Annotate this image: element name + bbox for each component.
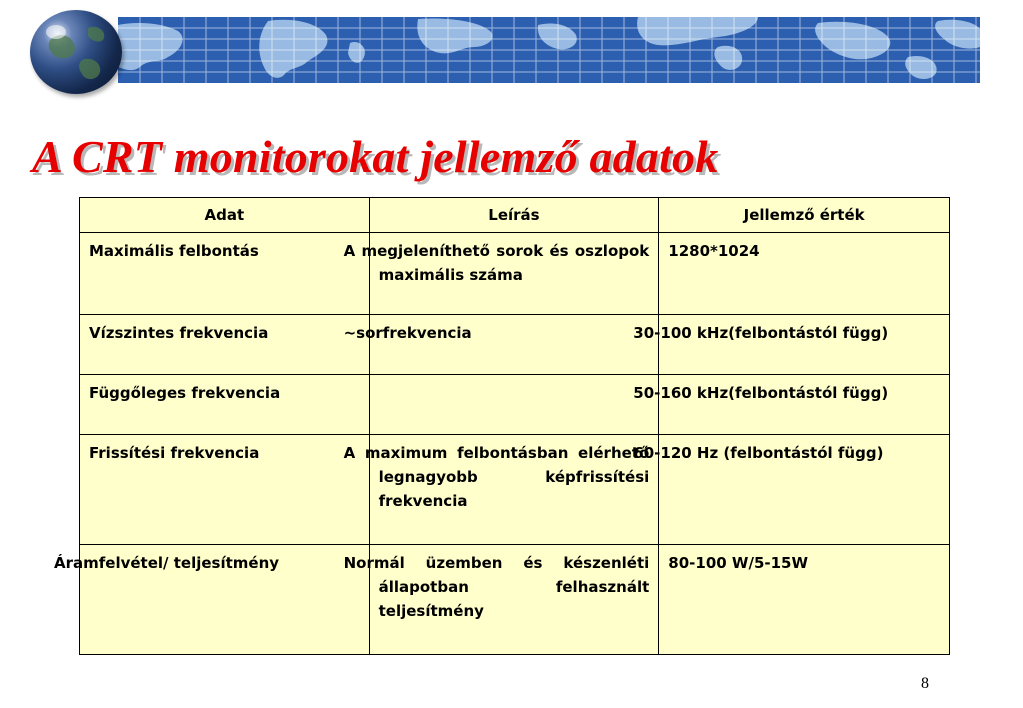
cell-leiras: ~sorfrekvencia xyxy=(369,315,659,375)
cell-adat: Áramfelvétel/ teljesítmény xyxy=(80,545,370,655)
cell-ertek: 50-160 kHz(felbontástól függ) xyxy=(659,375,950,435)
page-number: 8 xyxy=(921,675,929,692)
table-header-row xyxy=(80,198,950,233)
table-row xyxy=(80,375,950,435)
cell-ertek: 30-100 kHz(felbontástól függ) xyxy=(659,315,950,375)
cell-ertek: 80-100 W/5-15W xyxy=(659,545,950,655)
cell-leiras: A megjeleníthető sorok és oszlopok maximális száma xyxy=(369,233,659,315)
cell-ertek: 1280*1024 xyxy=(659,233,950,315)
cell-leiras: Normál üzemben és készenléti állapotban felhasznált teljesítmény xyxy=(369,545,659,655)
table-row xyxy=(80,315,950,375)
slide-title: A CRT monitorokat jellemző adatok xyxy=(32,131,719,182)
crt-characteristics-table xyxy=(54,197,950,655)
table-row xyxy=(80,435,950,545)
world-map-banner xyxy=(118,17,980,83)
globe-icon xyxy=(30,10,122,94)
cell-adat: Függőleges frekvencia xyxy=(80,375,370,435)
header-leiras: Leírás xyxy=(369,198,659,233)
world-map-icon xyxy=(118,17,980,83)
cell-adat: Frissítési frekvencia xyxy=(80,435,370,545)
cell-leiras: A maximum felbontásban elérhető legnagyobb képfrissítési frekvencia xyxy=(369,435,659,545)
header-adat: Adat xyxy=(80,198,370,233)
cell-adat: Vízszintes frekvencia xyxy=(80,315,370,375)
header-jellemzo-ertek: Jellemző érték xyxy=(659,198,950,233)
cell-leiras xyxy=(369,375,659,435)
table-row xyxy=(80,233,950,315)
cell-ertek: 60-120 Hz (felbontástól függ) xyxy=(659,435,950,545)
cell-adat: Maximális felbontás xyxy=(80,233,370,315)
table-row xyxy=(80,545,950,655)
